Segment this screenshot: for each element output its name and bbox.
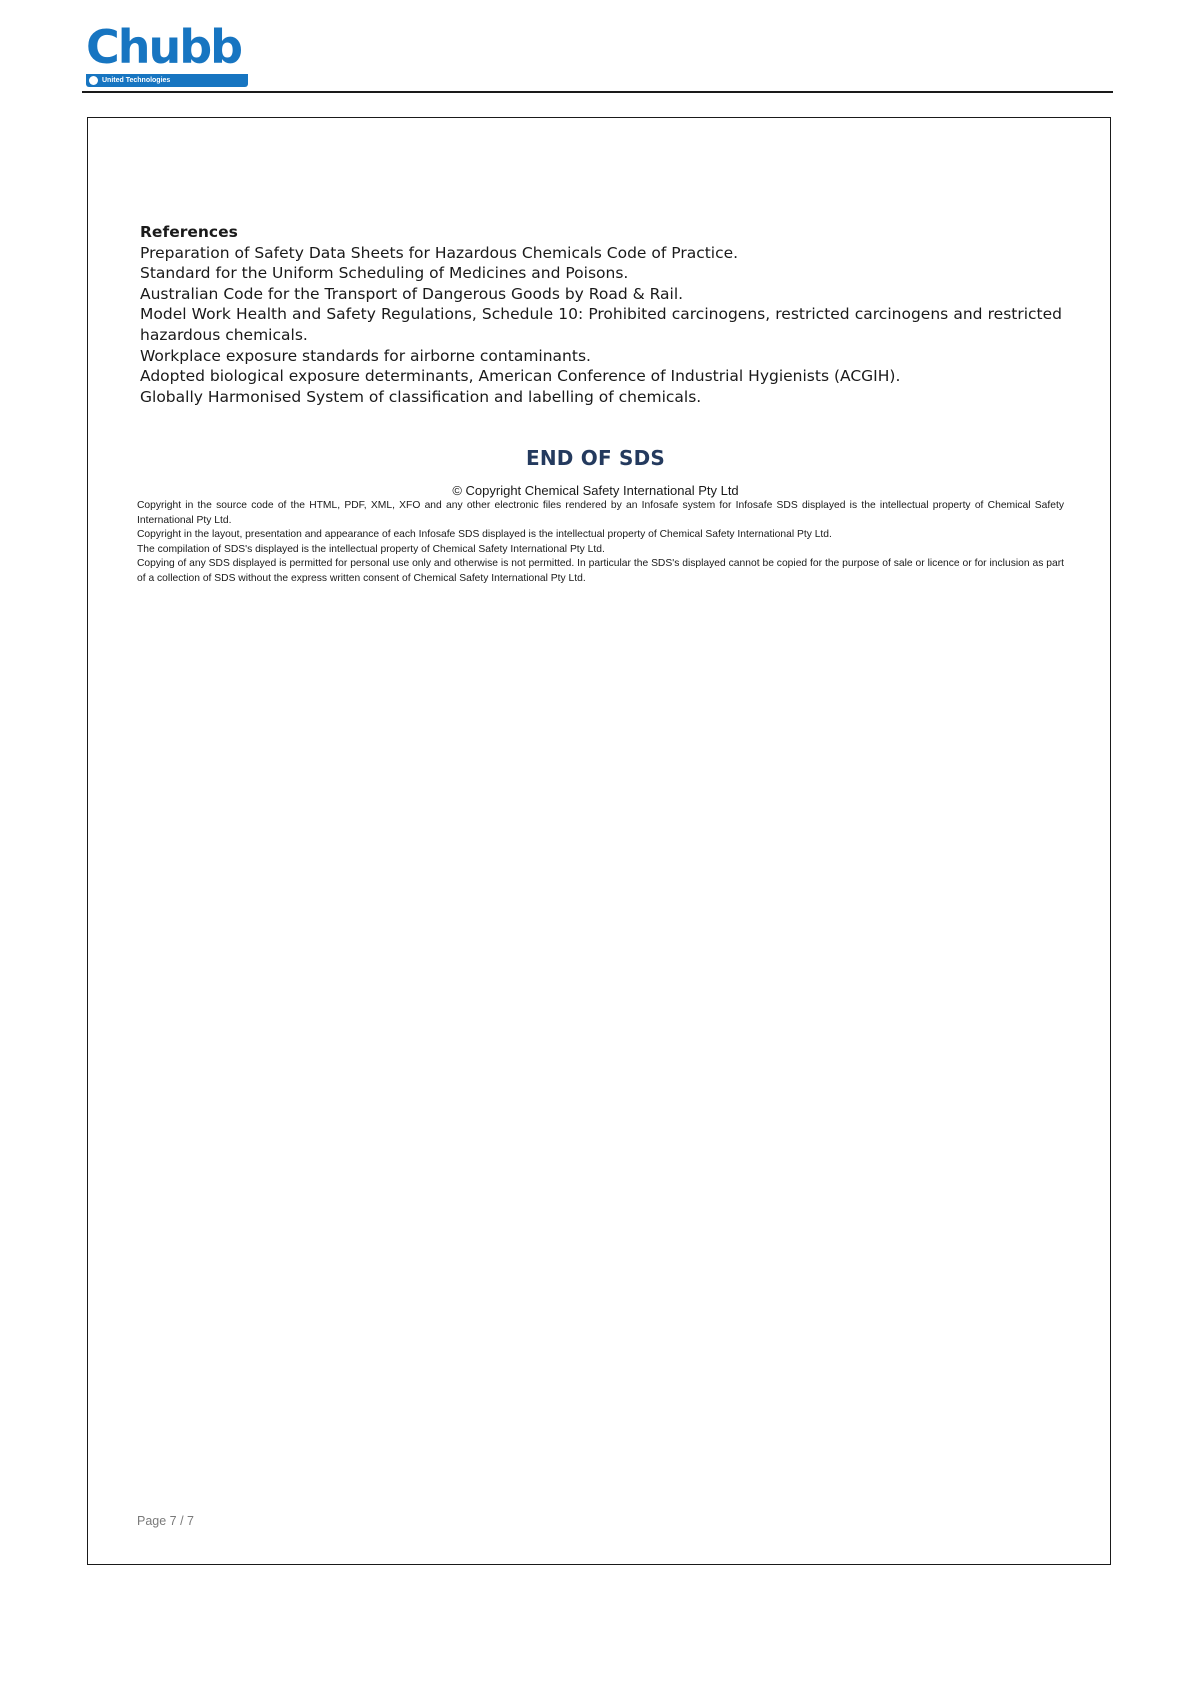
reference-item: Globally Harmonised System of classification and labelling of chemicals. — [140, 387, 702, 406]
references-section — [140, 222, 1062, 407]
reference-item: Workplace exposure standards for airborne contaminants. — [140, 346, 591, 365]
reference-item: Model Work Health and Safety Regulations, Schedule 10: Prohibited carcinogens, restricted carcinogens and restricted hazardous chemicals. — [140, 305, 1062, 344]
logo-wordmark: Chubb — [86, 20, 242, 74]
copyright-paragraph: Copyright in the source code of the HTML, PDF, XML, XFO and any other electronic files rendered by an Infosafe system for Infosafe SDS displayed is the intellectual property of Chemical Safety International Pty Ltd. — [137, 500, 1064, 526]
copyright-notice — [137, 499, 1064, 587]
reference-item: Standard for the Uniform Scheduling of Medicines and Poisons. — [140, 264, 629, 283]
logo-tagline-bar — [86, 74, 248, 87]
logo-emblem-icon — [89, 76, 98, 85]
reference-item: Adopted biological exposure determinants, American Conference of Industrial Hygienists (ACGIH). — [140, 367, 901, 386]
references-heading: References — [140, 223, 238, 241]
page-number: Page 7 / 7 — [137, 1514, 194, 1528]
copyright-paragraph: Copying of any SDS displayed is permitted for personal use only and otherwise is not permitted. In particular the SDS's displayed cannot be copied for the purpose of sale or licence or for inclusion as part of a collection of SDS without the express written consent of Chemical Safety International Pty Ltd. — [137, 558, 1064, 584]
copyright-paragraph: The compilation of SDS's displayed is the intellectual property of Chemical Safety International Pty Ltd. — [137, 543, 605, 555]
copyright-paragraph: Copyright in the layout, presentation and appearance of each Infosafe SDS displayed is the intellectual property of Chemical Safety International Pty Ltd. — [137, 529, 832, 541]
header-divider — [82, 91, 1113, 93]
reference-item: Preparation of Safety Data Sheets for Hazardous Chemicals Code of Practice. — [140, 243, 739, 262]
end-of-sds-title: END OF SDS — [525, 446, 665, 470]
logo-tagline: United Technologies — [102, 77, 171, 84]
copyright-title: © Copyright Chemical Safety International Pty Ltd — [452, 483, 739, 498]
reference-item: Australian Code for the Transport of Dangerous Goods by Road & Rail. — [140, 284, 684, 303]
chubb-logo — [86, 20, 248, 88]
